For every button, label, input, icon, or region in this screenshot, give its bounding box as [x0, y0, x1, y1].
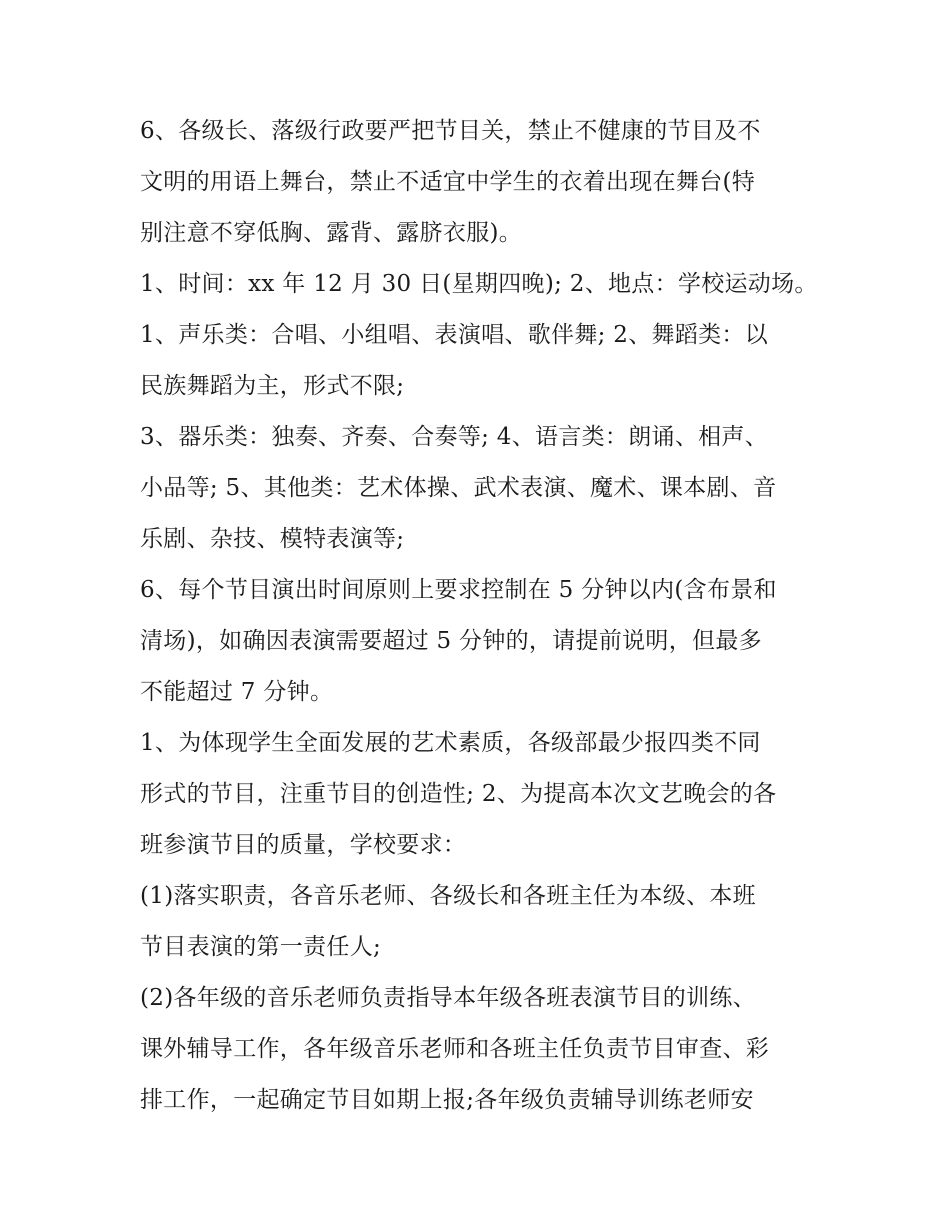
document-body — [140, 106, 830, 1126]
text-line: 1、为体现学生全面发展的艺术素质，各级部最少报四类不同 — [140, 730, 761, 756]
text-line: 排工作，一起确定节目如期上报;各年级负责辅导训练老师安 — [140, 1087, 754, 1113]
text-line: 1、时间：xx 年 12 月 30 日(星期四晚); 2、地点：学校运动场。 — [140, 271, 818, 297]
text-line: 小品等; 5、其他类：艺术体操、武术表演、魔术、课本剧、音 — [140, 475, 777, 501]
text-line: 清场)，如确因表演需要超过 5 分钟的，请提前说明，但最多 — [140, 628, 762, 654]
text-line: 6、各级长、落级行政要严把节目关，禁止不健康的节目及不 — [140, 118, 761, 144]
text-line: 民族舞蹈为主，形式不限; — [140, 373, 405, 399]
text-line: (1)落实职责，各音乐老师、各级长和各班主任为本级、本班 — [140, 883, 756, 909]
text-line: 1、声乐类：合唱、小组唱、表演唱、歌伴舞; 2、舞蹈类：以 — [140, 322, 769, 348]
text-line: (2)各年级的音乐老师负责指导本年级各班表演节目的训练、 — [140, 985, 756, 1011]
text-line: 课外辅导工作，各年级音乐老师和各班主任负责节目审查、彩 — [140, 1036, 770, 1062]
text-line: 乐剧、杂技、模特表演等; — [140, 526, 405, 552]
text-line: 别注意不穿低胸、露背、露脐衣服)。 — [140, 220, 523, 246]
text-line: 3、器乐类：独奏、齐奏、合奏等; 4、语言类：朗诵、相声、 — [140, 424, 769, 450]
text-line: 6、每个节目演出时间原则上要求控制在 5 分钟以内(含布景和 — [140, 577, 777, 603]
text-line: 文明的用语上舞台，禁止不适宜中学生的衣着出现在舞台(特 — [140, 169, 756, 195]
text-line: 形式的节目，注重节目的创造性; 2、为提高本次文艺晚会的各 — [140, 781, 777, 807]
text-line: 班参演节目的质量，学校要求： — [140, 832, 467, 858]
text-line: 节目表演的第一责任人; — [140, 934, 382, 960]
text-line: 不能超过 7 分钟。 — [140, 679, 334, 705]
